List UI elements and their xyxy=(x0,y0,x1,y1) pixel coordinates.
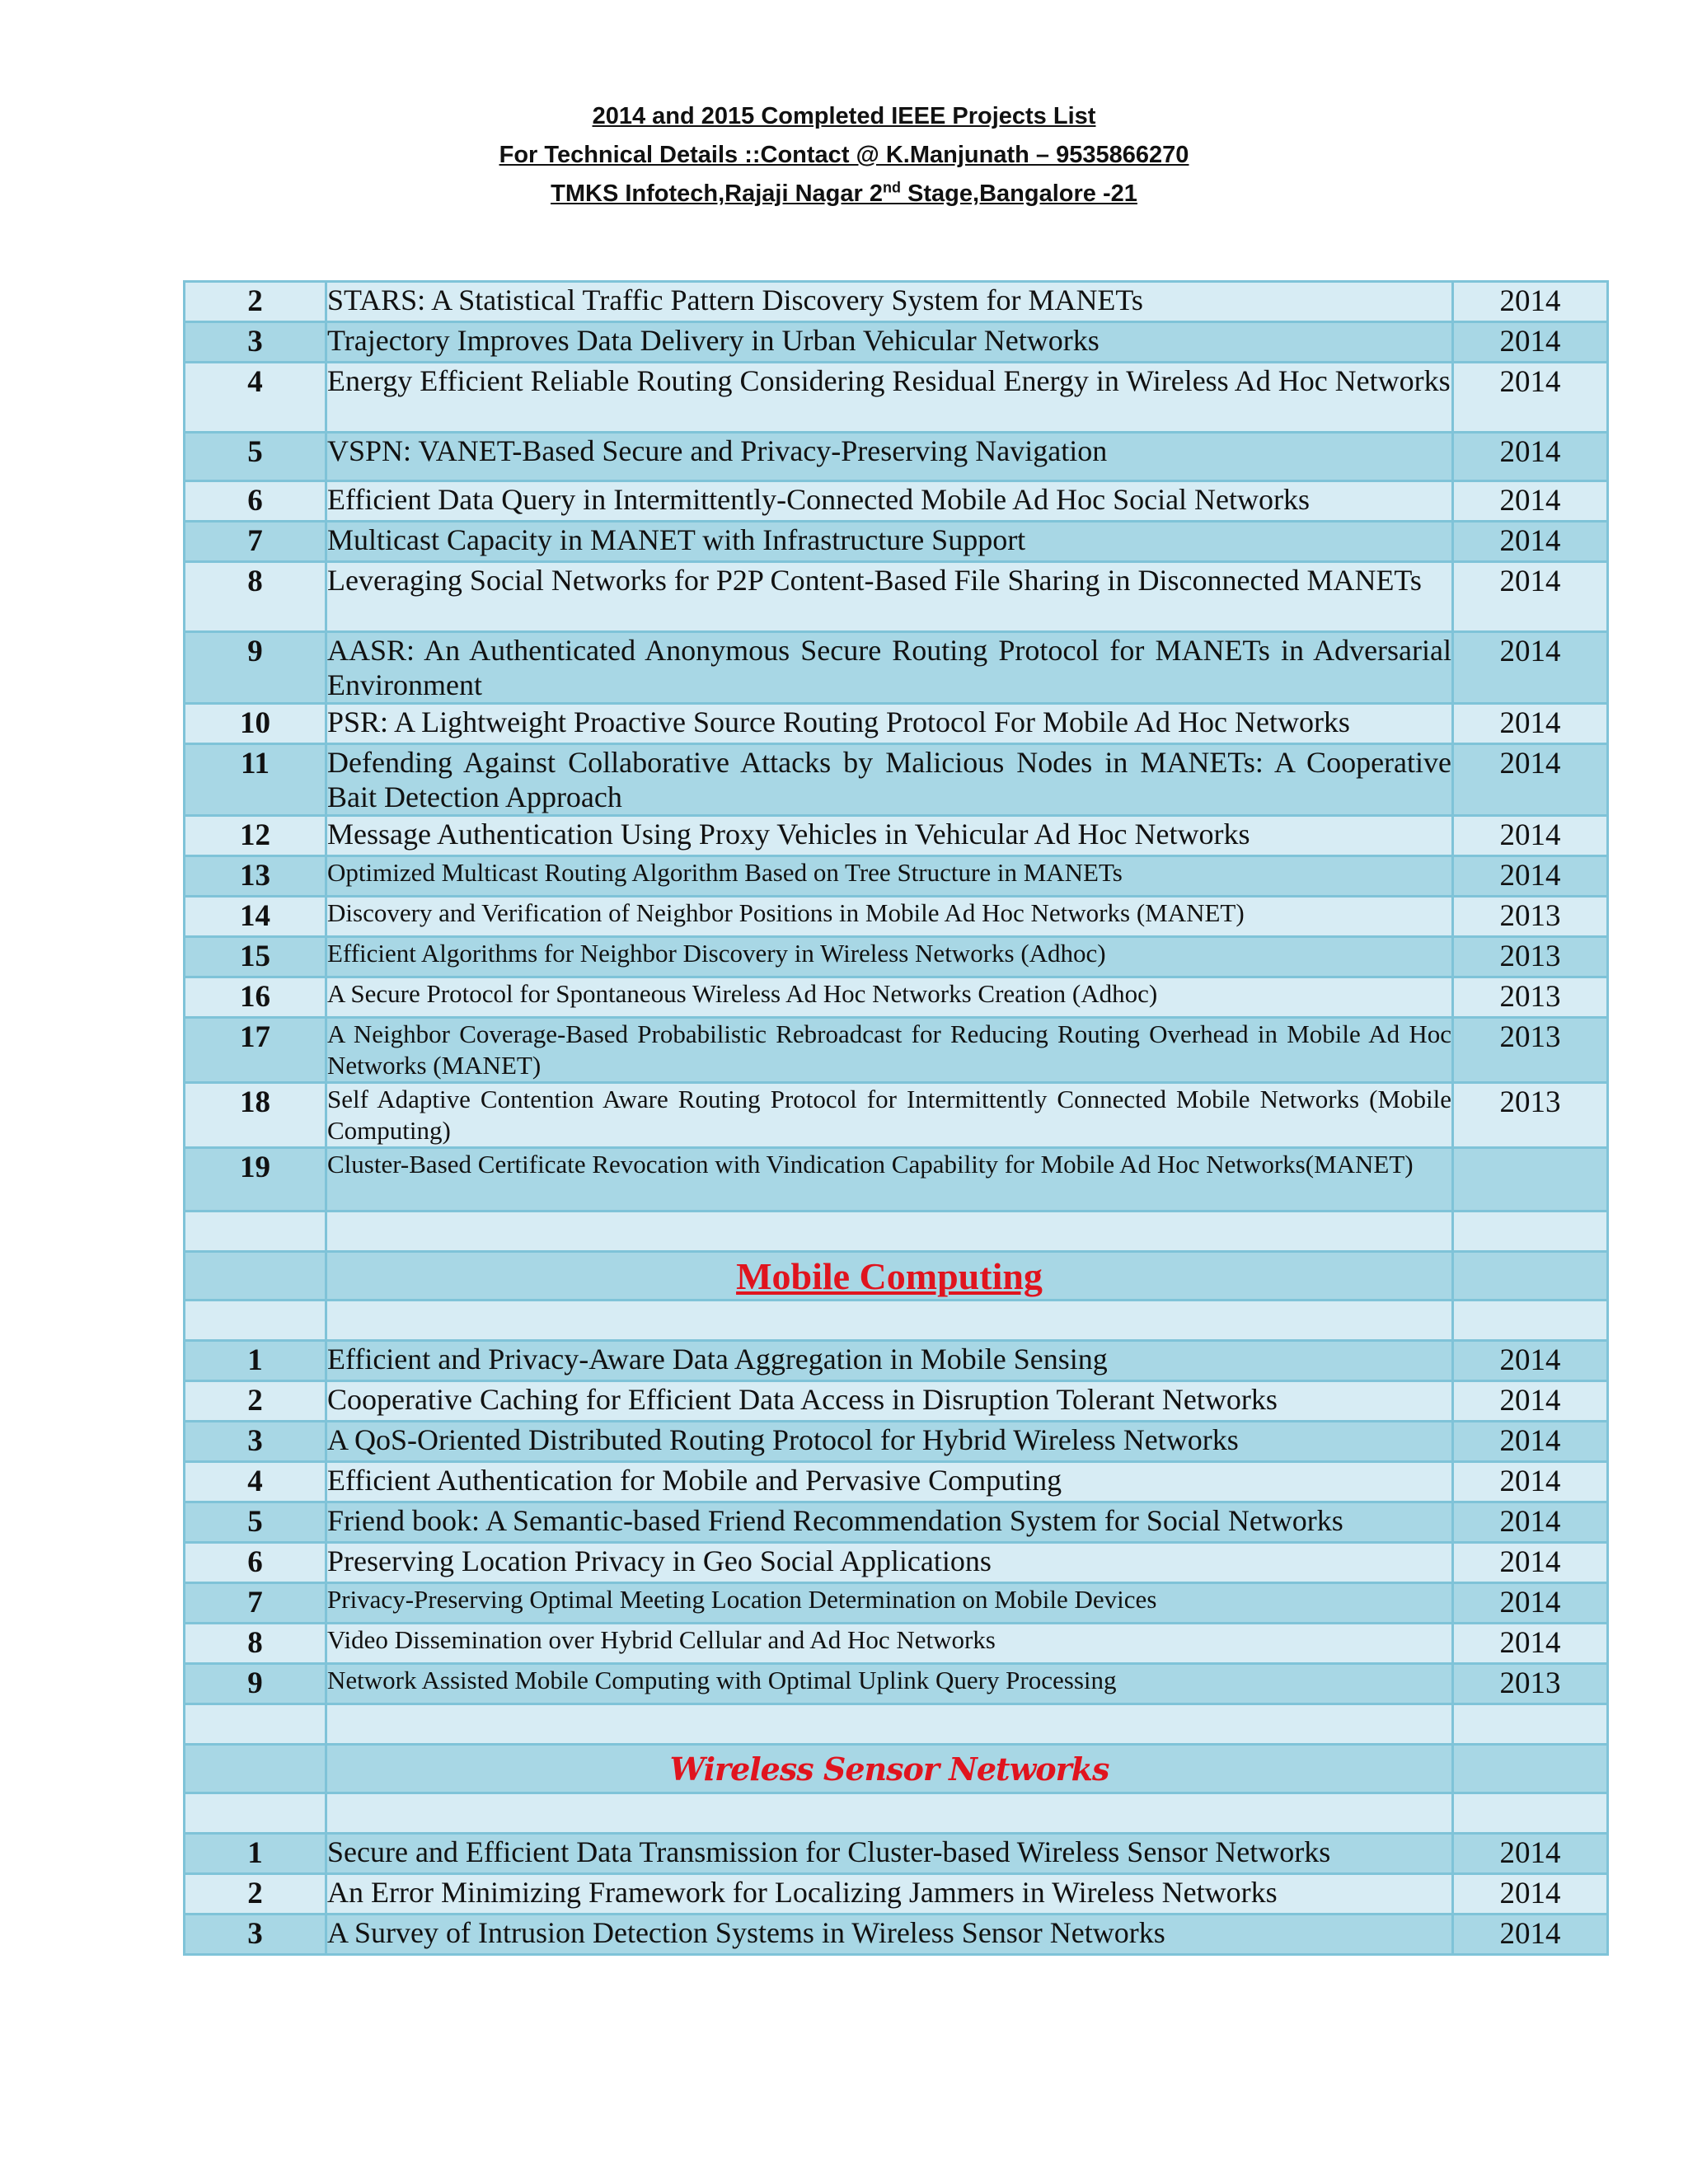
table-row xyxy=(185,977,1608,1018)
row-number: 18 xyxy=(185,1083,326,1148)
row-title: Efficient Authentication for Mobile and Pervasive Computing xyxy=(326,1462,1453,1502)
row-number: 5 xyxy=(185,433,326,481)
row-number: 10 xyxy=(185,704,326,744)
row-year: 2014 xyxy=(1453,856,1608,897)
row-title: STARS: A Statistical Traffic Pattern Discovery System for MANETs xyxy=(326,282,1453,322)
row-year: 2014 xyxy=(1453,632,1608,704)
row-title: Network Assisted Mobile Computing with Optimal Uplink Query Processing xyxy=(326,1664,1453,1704)
row-title: VSPN: VANET-Based Secure and Privacy-Preserving Navigation xyxy=(326,433,1453,481)
row-title: Cluster-Based Certificate Revocation with Vindication Capability for Mobile Ad Hoc Networks(MANET) xyxy=(326,1148,1453,1212)
row-year: 2014 xyxy=(1453,1462,1608,1502)
row-year: 2013 xyxy=(1453,1664,1608,1704)
row-title: Friend book: A Semantic-based Friend Recommendation System for Social Networks xyxy=(326,1502,1453,1543)
table-row xyxy=(185,1083,1608,1148)
section-title-cell xyxy=(326,1745,1453,1793)
row-number: 4 xyxy=(185,363,326,433)
row-number: 9 xyxy=(185,1664,326,1704)
row-year: 2014 xyxy=(1453,1543,1608,1583)
row-number: 14 xyxy=(185,897,326,937)
row-number: 6 xyxy=(185,1543,326,1583)
table-row xyxy=(185,1915,1608,1955)
table-row xyxy=(185,1381,1608,1422)
row-number: 3 xyxy=(185,1915,326,1955)
row-number: 3 xyxy=(185,322,326,363)
table-row xyxy=(185,1502,1608,1543)
row-number: 8 xyxy=(185,562,326,632)
row-number: 19 xyxy=(185,1148,326,1212)
row-year: 2013 xyxy=(1453,1083,1608,1148)
row-year: 2014 xyxy=(1453,562,1608,632)
section-row xyxy=(185,1252,1608,1301)
table-row xyxy=(185,322,1608,363)
table-row xyxy=(185,856,1608,897)
table-row xyxy=(185,282,1608,322)
section-title-cell xyxy=(326,1252,1453,1301)
row-title: Leveraging Social Networks for P2P Content-Based File Sharing in Disconnected MANETs xyxy=(326,562,1453,632)
row-number: 7 xyxy=(185,522,326,562)
row-title: AASR: An Authenticated Anonymous Secure Routing Protocol for MANETs in Adversarial Environment xyxy=(326,632,1453,704)
row-number: 3 xyxy=(185,1422,326,1462)
row-number: 16 xyxy=(185,977,326,1018)
row-number: 4 xyxy=(185,1462,326,1502)
table-row xyxy=(185,744,1608,816)
row-title: Video Dissemination over Hybrid Cellular and Ad Hoc Networks xyxy=(326,1624,1453,1664)
row-number: 2 xyxy=(185,1381,326,1422)
header-address-main: TMKS Infotech,Rajaji Nagar 2 xyxy=(551,180,883,207)
row-year: 2014 xyxy=(1453,322,1608,363)
table-row xyxy=(185,363,1608,433)
row-number: 15 xyxy=(185,937,326,977)
table-row xyxy=(185,937,1608,977)
table-row xyxy=(185,1834,1608,1874)
row-year: 2014 xyxy=(1453,1381,1608,1422)
header-contact: For Technical Details ::Contact @ K.Manjunath – 9535866270 xyxy=(499,142,1189,168)
row-year: 2014 xyxy=(1453,282,1608,322)
header-address-tail: Stage,Bangalore -21 xyxy=(900,180,1137,207)
row-number: 8 xyxy=(185,1624,326,1664)
spacer-row xyxy=(185,1301,1608,1341)
document-header xyxy=(0,97,1688,213)
row-title: A Neighbor Coverage-Based Probabilistic Rebroadcast for Reducing Routing Overhead in Mobile Ad Hoc Networks (MANET) xyxy=(326,1018,1453,1083)
row-title: Secure and Efficient Data Transmission for Cluster-based Wireless Sensor Networks xyxy=(326,1834,1453,1874)
projects-table xyxy=(183,280,1609,1956)
row-title: Message Authentication Using Proxy Vehicles in Vehicular Ad Hoc Networks xyxy=(326,816,1453,856)
row-year: 2014 xyxy=(1453,1341,1608,1381)
table-row xyxy=(185,1462,1608,1502)
row-title: Optimized Multicast Routing Algorithm Based on Tree Structure in MANETs xyxy=(326,856,1453,897)
table-row xyxy=(185,1624,1608,1664)
section-row xyxy=(185,1745,1608,1793)
row-number: 1 xyxy=(185,1834,326,1874)
table-row xyxy=(185,1664,1608,1704)
row-number: 11 xyxy=(185,744,326,816)
row-year: 2014 xyxy=(1453,433,1608,481)
row-year: 2014 xyxy=(1453,1583,1608,1624)
row-title: Trajectory Improves Data Delivery in Urban Vehicular Networks xyxy=(326,322,1453,363)
row-title: PSR: A Lightweight Proactive Source Routing Protocol For Mobile Ad Hoc Networks xyxy=(326,704,1453,744)
row-year: 2014 xyxy=(1453,1422,1608,1462)
row-title: A Survey of Intrusion Detection Systems in Wireless Sensor Networks xyxy=(326,1915,1453,1955)
table-row xyxy=(185,522,1608,562)
table-row xyxy=(185,704,1608,744)
row-year: 2013 xyxy=(1453,1018,1608,1083)
row-title: Multicast Capacity in MANET with Infrastructure Support xyxy=(326,522,1453,562)
row-number: 2 xyxy=(185,282,326,322)
table-row xyxy=(185,562,1608,632)
row-title: A QoS-Oriented Distributed Routing Protocol for Hybrid Wireless Networks xyxy=(326,1422,1453,1462)
table-row xyxy=(185,1874,1608,1915)
row-year: 2014 xyxy=(1453,1915,1608,1955)
header-address xyxy=(0,175,1688,213)
spacer-row xyxy=(185,1793,1608,1834)
row-year: 2014 xyxy=(1453,1502,1608,1543)
row-year: 2014 xyxy=(1453,363,1608,433)
table-row xyxy=(185,897,1608,937)
table-row xyxy=(185,1543,1608,1583)
row-year: 2014 xyxy=(1453,816,1608,856)
row-title: Defending Against Collaborative Attacks by Malicious Nodes in MANETs: A Cooperative Bait Detection Approach xyxy=(326,744,1453,816)
table-row xyxy=(185,1422,1608,1462)
row-title: An Error Minimizing Framework for Localizing Jammers in Wireless Networks xyxy=(326,1874,1453,1915)
row-number: 6 xyxy=(185,481,326,522)
row-title: Privacy-Preserving Optimal Meeting Location Determination on Mobile Devices xyxy=(326,1583,1453,1624)
row-number: 12 xyxy=(185,816,326,856)
row-number: 1 xyxy=(185,1341,326,1381)
row-title: Discovery and Verification of Neighbor Positions in Mobile Ad Hoc Networks (MANET) xyxy=(326,897,1453,937)
row-year: 2014 xyxy=(1453,522,1608,562)
section-title-mobile-computing: Mobile Computing xyxy=(736,1254,1043,1297)
row-title: Energy Efficient Reliable Routing Considering Residual Energy in Wireless Ad Hoc Networks xyxy=(326,363,1453,433)
row-year: 2014 xyxy=(1453,481,1608,522)
table-row xyxy=(185,816,1608,856)
row-number: 13 xyxy=(185,856,326,897)
table-row xyxy=(185,481,1608,522)
row-title: Self Adaptive Contention Aware Routing Protocol for Intermittently Connected Mobile Networks (Mobile Computing) xyxy=(326,1083,1453,1148)
row-year: 2014 xyxy=(1453,744,1608,816)
table-row xyxy=(185,1018,1608,1083)
table-row xyxy=(185,433,1608,481)
section-title-wireless-sensor-networks: Wireless Sensor Networks xyxy=(669,1750,1109,1788)
row-title: A Secure Protocol for Spontaneous Wireless Ad Hoc Networks Creation (Adhoc) xyxy=(326,977,1453,1018)
row-year: 2013 xyxy=(1453,897,1608,937)
row-number: 9 xyxy=(185,632,326,704)
row-year: 2014 xyxy=(1453,1624,1608,1664)
table-row xyxy=(185,1341,1608,1381)
header-address-sup: nd xyxy=(882,179,901,196)
row-year: 2014 xyxy=(1453,704,1608,744)
row-number: 5 xyxy=(185,1502,326,1543)
row-year: 2013 xyxy=(1453,937,1608,977)
row-title: Cooperative Caching for Efficient Data Access in Disruption Tolerant Networks xyxy=(326,1381,1453,1422)
spacer-row xyxy=(185,1704,1608,1745)
row-year: 2014 xyxy=(1453,1874,1608,1915)
header-title: 2014 and 2015 Completed IEEE Projects List xyxy=(592,103,1096,129)
row-title: Efficient Algorithms for Neighbor Discovery in Wireless Networks (Adhoc) xyxy=(326,937,1453,977)
row-number: 2 xyxy=(185,1874,326,1915)
row-year: 2013 xyxy=(1453,977,1608,1018)
row-year xyxy=(1453,1148,1608,1212)
table-row xyxy=(185,632,1608,704)
row-title: Preserving Location Privacy in Geo Social Applications xyxy=(326,1543,1453,1583)
row-number: 7 xyxy=(185,1583,326,1624)
row-title: Efficient Data Query in Intermittently-Connected Mobile Ad Hoc Social Networks xyxy=(326,481,1453,522)
table-row xyxy=(185,1583,1608,1624)
row-year: 2014 xyxy=(1453,1834,1608,1874)
table-row xyxy=(185,1148,1608,1212)
row-number: 17 xyxy=(185,1018,326,1083)
row-title: Efficient and Privacy-Aware Data Aggregation in Mobile Sensing xyxy=(326,1341,1453,1381)
spacer-row xyxy=(185,1212,1608,1252)
